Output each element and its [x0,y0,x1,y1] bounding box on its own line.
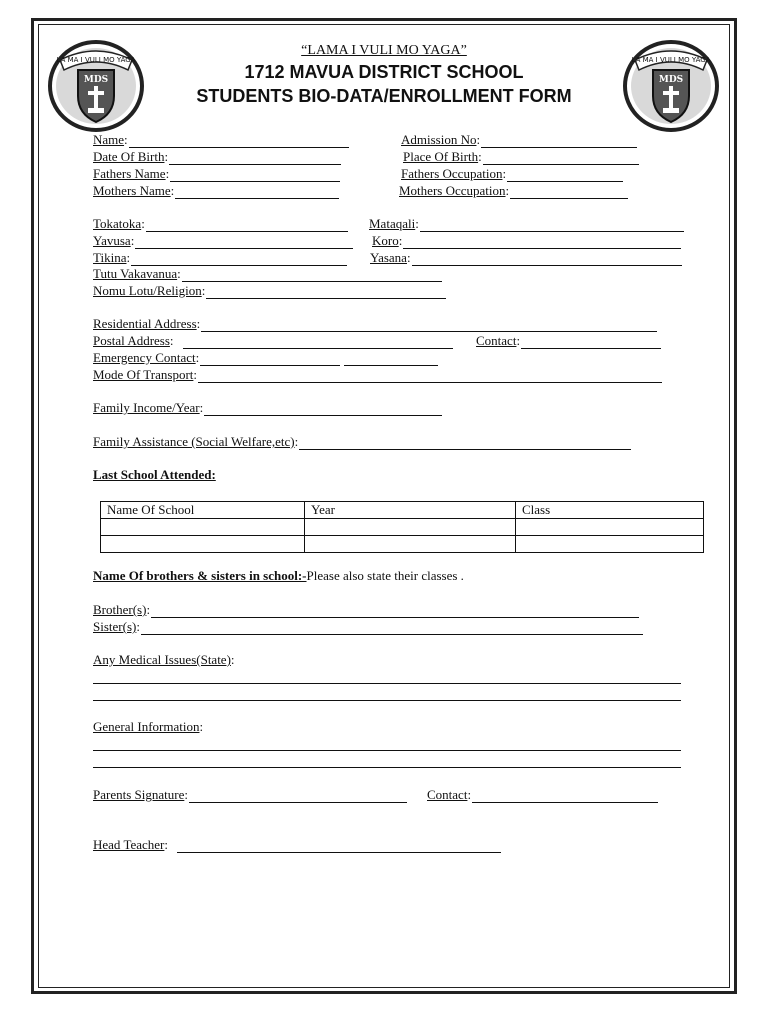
last-school-heading: Last School Attended: [93,467,216,482]
head-teacher-label: Head Teacher [93,837,165,852]
medical-line-2[interactable] [93,700,681,701]
table-header-class: Class [516,502,704,519]
residential-address-label: Residential Address [93,316,197,331]
mataqali-field[interactable]: Mataqali : [369,216,684,232]
tokatoka-label: Tokatoka [93,216,142,231]
koro-label: Koro [372,233,399,248]
sisters-label: Sister(s) [93,619,137,634]
emergency-contact-label: Emergency Contact [93,350,196,365]
tokatoka-field[interactable]: Tokatoka : [93,216,348,232]
parents-signature-field[interactable]: Parents Signature : [93,787,407,803]
parents-signature-line[interactable] [189,790,407,803]
dob-line[interactable] [169,152,341,165]
contact-field[interactable]: Contact : [476,333,661,349]
emergency-contact-line-2[interactable] [344,353,438,366]
admission-no-field[interactable]: Admission No : [401,132,637,148]
general-info-field: General Information : [93,719,204,734]
siblings-heading: Name Of brothers & sisters in school:- [93,568,307,583]
contact-label: Contact [476,333,517,348]
yavusa-label: Yavusa [93,233,131,248]
postal-address-line[interactable] [183,336,453,349]
table-cell[interactable] [101,536,305,553]
logo-initials: MDS [658,75,684,85]
admission-no-label: Admission No [401,132,477,147]
emergency-contact-field[interactable]: Emergency Contact : [93,350,438,366]
parent-contact-line[interactable] [472,790,658,803]
table-row [101,519,704,536]
mode-of-transport-line[interactable] [198,370,662,383]
general-info-line-2[interactable] [93,767,681,768]
yavusa-line[interactable] [135,236,353,249]
residential-address-field[interactable]: Residential Address : [93,316,657,332]
mothers-name-field[interactable]: Mothers Name : [93,183,339,199]
place-of-birth-line[interactable] [483,152,639,165]
residential-address-line[interactable] [201,319,657,332]
table-header-row [101,502,704,519]
family-assistance-line[interactable] [299,437,631,450]
table-cell[interactable] [305,536,516,553]
fathers-occupation-label: Fathers Occupation [401,166,503,181]
fathers-name-label: Fathers Name [93,166,166,181]
sisters-field[interactable]: Sister(s) : [93,619,643,635]
dob-field[interactable]: Date Of Birth : [93,149,341,165]
name-field[interactable]: Name : [93,132,349,148]
koro-line[interactable] [403,236,681,249]
admission-no-line[interactable] [481,135,637,148]
tikina-label: Tikina [93,250,127,265]
family-income-line[interactable] [204,403,442,416]
siblings-note: Please also state their classes . [306,568,464,583]
table-cell[interactable] [101,519,305,536]
place-of-birth-label: Place Of Birth [403,149,479,164]
brothers-field[interactable]: Brother(s) : [93,602,639,618]
table-row [101,536,704,553]
postal-address-field[interactable]: Postal Address : [93,333,453,349]
tikina-line[interactable] [131,253,347,266]
family-assistance-field[interactable]: Family Assistance (Social Welfare,etc) : [93,434,631,450]
table-cell[interactable] [305,519,516,536]
religion-field[interactable]: Nomu Lotu/Religion : [93,283,446,299]
family-assistance-label: Family Assistance (Social Welfare,etc) [93,434,295,449]
yavusa-field[interactable]: Yavusa : [93,233,353,249]
family-income-field[interactable]: Family Income/Year : [93,400,442,416]
tutu-vakavanua-line[interactable] [182,269,442,282]
form-title: STUDENTS BIO-DATA/ENROLLMENT FORM [196,86,572,106]
tutu-vakavanua-field[interactable]: Tutu Vakavanua : [93,266,442,282]
tikina-field[interactable]: Tikina : [93,250,347,266]
parent-contact-field[interactable]: Contact : [427,787,658,803]
place-of-birth-field[interactable]: Place Of Birth : [403,149,639,165]
religion-label: Nomu Lotu/Religion [93,283,202,298]
medical-line-1[interactable] [93,683,681,684]
mataqali-label: Mataqali [369,216,416,231]
dob-label: Date Of Birth [93,149,165,164]
mothers-occupation-field[interactable]: Mothers Occupation : [399,183,628,199]
family-income-label: Family Income/Year [93,400,200,415]
parent-contact-label: Contact [427,787,468,802]
mothers-occupation-label: Mothers Occupation [399,183,506,198]
logo-banner-text: LA MA I VULI MO YAGA [56,56,136,64]
yasana-line[interactable] [412,253,682,266]
general-info-label: General Information [93,719,200,734]
fathers-name-field[interactable]: Fathers Name : [93,166,340,182]
name-line[interactable] [129,135,349,148]
sisters-line[interactable] [141,622,643,635]
brothers-line[interactable] [151,605,639,618]
brothers-label: Brother(s) [93,602,147,617]
school-motto: “LAMA I VULI MO YAGA” [301,43,467,58]
yasana-label: Yasana [370,250,407,265]
parents-signature-label: Parents Signature [93,787,185,802]
general-info-line-1[interactable] [93,750,681,751]
school-name: 1712 MAVUA DISTRICT SCHOOL [244,62,524,82]
tutu-vakavanua-label: Tutu Vakavanua [93,266,178,281]
head-teacher-field[interactable]: Head Teacher : [93,837,501,853]
emergency-contact-line[interactable] [200,353,340,366]
table-cell[interactable] [516,536,704,553]
siblings-heading-row [93,568,464,584]
fathers-name-line[interactable] [170,169,340,182]
religion-line[interactable] [206,286,446,299]
mothers-occupation-line[interactable] [510,186,628,199]
table-header-school: Name Of School [101,502,305,519]
fathers-occupation-field[interactable]: Fathers Occupation : [401,166,623,182]
medical-issues-field: Any Medical Issues(State) : [93,652,235,667]
logo-banner-text: LA MA I VULI MO YAGA [631,56,711,64]
head-teacher-line[interactable] [177,840,501,853]
yasana-field[interactable]: Yasana : [370,250,682,266]
mataqali-line[interactable] [420,219,684,232]
name-label: Name [93,132,125,147]
fathers-occupation-line[interactable] [507,169,623,182]
last-school-table [100,501,704,553]
medical-issues-label: Any Medical Issues(State) [93,652,231,667]
mode-of-transport-field[interactable]: Mode Of Transport : [93,367,662,383]
mode-of-transport-label: Mode Of Transport [93,367,194,382]
contact-line[interactable] [521,336,661,349]
mothers-name-line[interactable] [175,186,339,199]
koro-field[interactable]: Koro : [372,233,681,249]
table-cell[interactable] [516,519,704,536]
postal-address-label: Postal Address [93,333,170,348]
table-header-year: Year [305,502,516,519]
mothers-name-label: Mothers Name [93,183,171,198]
tokatoka-line[interactable] [146,219,348,232]
logo-initials: MDS [83,75,109,85]
